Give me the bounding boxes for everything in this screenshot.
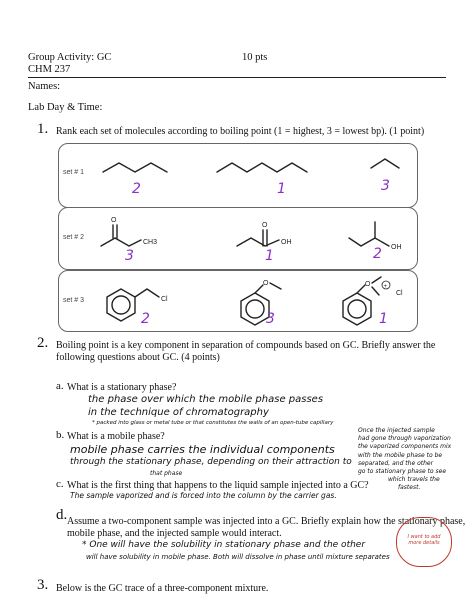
part-a-question: What is a stationary phase? xyxy=(67,382,177,393)
part-c-letter: c. xyxy=(56,478,64,490)
part-a-letter: a. xyxy=(56,380,64,392)
plus-charge: + xyxy=(383,284,388,290)
ketone-oxygen: O xyxy=(111,217,117,224)
part-b-letter: b. xyxy=(56,429,65,441)
side-note-line: which travels the xyxy=(388,476,440,484)
ether-oxygen: O xyxy=(263,280,269,287)
side-note-line: go to stationary phase to see xyxy=(358,468,447,476)
side-note-line: Once the injected sample xyxy=(358,427,435,434)
question-2-text-line1: Boiling point is a key component in separation of compounds based on GC. Briefly answer the xyxy=(56,340,436,351)
part-d-letter: d. xyxy=(56,507,68,523)
heptane-structure xyxy=(217,163,307,172)
part-c-question: What is the first thing that happens to the liquid sample injected into a GC? xyxy=(67,480,369,491)
set-2-label: set # 2 xyxy=(63,234,85,241)
part-d-answer-line1: * One will have the solubility in stationary phase and the other xyxy=(82,540,366,550)
teacher-comment-line: I want to add xyxy=(407,534,441,540)
part-a-answer-line2: in the technique of chromatography xyxy=(88,407,269,418)
set-1-structures xyxy=(59,144,417,207)
molecule-set-3 xyxy=(58,270,418,332)
part-b-question: What is a mobile phase? xyxy=(67,431,165,442)
question-2-number: 2. xyxy=(37,335,49,351)
names-label: Names: xyxy=(28,81,61,92)
set-3-rank-c: 1 xyxy=(379,311,388,327)
side-note-line: fastest. xyxy=(398,484,421,492)
set-2-rank-b: 1 xyxy=(265,248,274,264)
chlorine-atom: Cl xyxy=(161,296,168,303)
butanol-structure xyxy=(349,238,389,246)
propane-structure xyxy=(371,159,399,168)
course-code: CHM 237 xyxy=(28,64,71,75)
activity-title: Group Activity: GC xyxy=(28,52,112,63)
acid-hydroxyl: OH xyxy=(281,239,292,246)
set-1-rank-b: 1 xyxy=(277,181,286,197)
teacher-comment-line: more details xyxy=(408,540,440,546)
set-3-structures xyxy=(59,271,417,331)
benzyl-chloride-ring xyxy=(107,289,135,321)
set-3-rank-a: 2 xyxy=(141,311,150,327)
part-a-answer-note: * packed into glass or metal tube or that constitutes the walls of an open-tube capillary xyxy=(92,420,334,426)
lab-day-label: Lab Day & Time: xyxy=(28,102,103,113)
acid-oxygen: O xyxy=(262,222,268,229)
anisole-ring xyxy=(241,293,269,325)
set-3-rank-b: 3 xyxy=(266,311,275,327)
part-b-answer-line2: through the stationary phase, depending on their attraction to xyxy=(70,457,352,467)
set-2-structures xyxy=(59,208,417,269)
butane-structure xyxy=(103,163,167,172)
butanone-structure xyxy=(101,238,141,246)
part-d-question-line2: mobile phase, and the injected sample would interact. xyxy=(67,528,282,539)
set-1-label: set # 1 xyxy=(63,169,85,176)
set-3-label: set # 3 xyxy=(63,297,85,304)
question-3-number: 3. xyxy=(37,577,49,593)
set-1-rank-c: 3 xyxy=(381,178,390,194)
oxonium-oxygen: O xyxy=(365,281,371,288)
oxonium-ring xyxy=(343,293,371,325)
side-note-line: with the mobile phase to be xyxy=(358,451,443,459)
molecule-set-1 xyxy=(58,143,418,208)
side-note-line: had gone through vaporization xyxy=(358,435,451,443)
part-b-answer-line1: mobile phase carries the individual components xyxy=(70,443,335,456)
set-2-rank-c: 2 xyxy=(373,246,382,262)
propanoic-acid-structure xyxy=(237,238,279,246)
counter-ion: Cl xyxy=(396,290,403,297)
header-rule xyxy=(28,77,446,78)
part-d-question-line1: Assume a two-component sample was injected into a GC. Briefly explain how the stationary phase, xyxy=(67,516,466,527)
set-2-rank-a: 3 xyxy=(125,248,134,264)
alcohol-hydroxyl: OH xyxy=(391,244,402,251)
side-note-line: the vaporized components mix xyxy=(358,443,452,451)
set-1-rank-a: 2 xyxy=(132,181,141,197)
part-b-answer-line3: that phase xyxy=(150,470,183,477)
part-c-answer: The sample vaporized and is forced into the column by the carrier gas. xyxy=(70,491,337,500)
part-d-answer-line2: will have solubility in mobile phase. Both will dissolve in phase until mixture separates xyxy=(86,553,390,561)
part-a-answer-line1: the phase over which the mobile phase passes xyxy=(88,394,324,405)
methyl-label: CH3 xyxy=(143,239,158,246)
question-1-text: Rank each set of molecules according to boiling point (1 = highest, 3 = lowest bp). (1 point) xyxy=(56,126,425,137)
question-3-text: Below is the GC trace of a three-component mixture. xyxy=(56,583,269,594)
side-note-line: separated, and the other xyxy=(358,459,434,467)
teacher-comment-bubble xyxy=(396,517,452,567)
molecule-set-2 xyxy=(58,207,418,270)
side-note xyxy=(358,427,458,493)
question-1-number: 1. xyxy=(37,121,49,137)
question-2-text-line2: following questions about GC. (4 points) xyxy=(56,352,220,363)
points-label: 10 pts xyxy=(242,52,268,63)
